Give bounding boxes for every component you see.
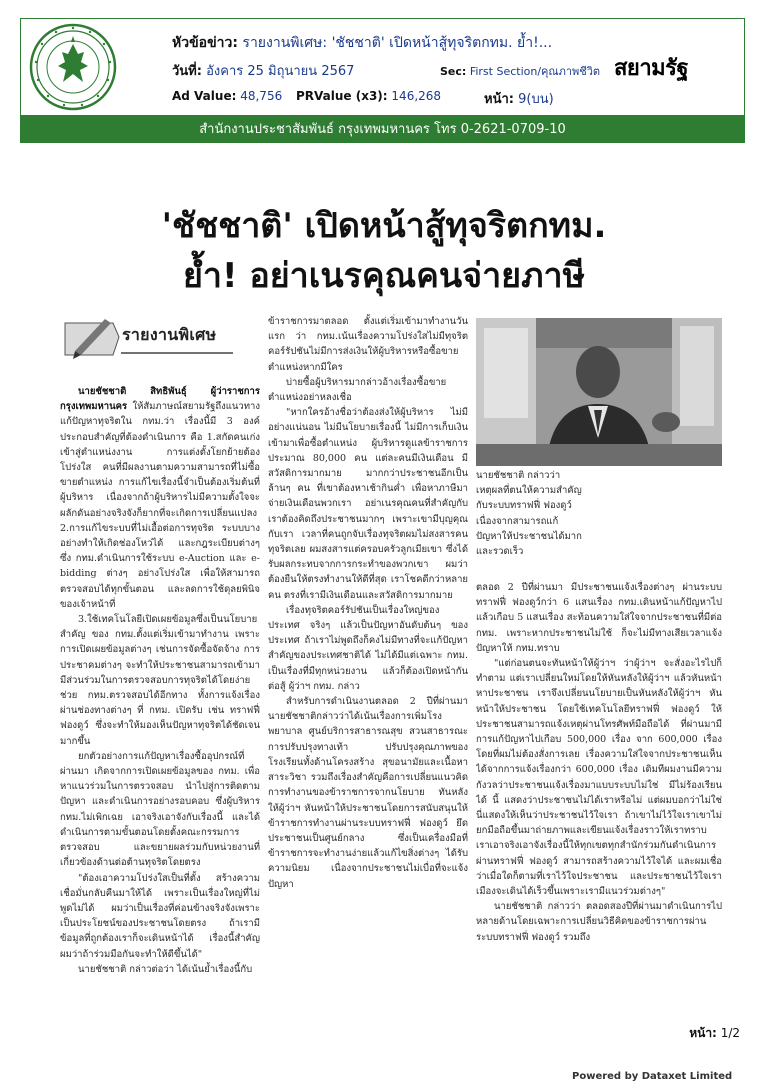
- ad-value-row: [172, 89, 282, 103]
- date-label: วันที่:: [172, 64, 202, 79]
- news-title-label: หัวข้อข่าว:: [172, 35, 238, 51]
- pr-value-label: PRValue (x3):: [296, 89, 388, 103]
- bangkok-seal-logo: [28, 22, 118, 112]
- news-title-value: รายงานพิเศษ: 'ชัชชาติ' เปิดหน้าสู้ทุจริตกทม. ย้ำ!...: [242, 35, 553, 51]
- page-number-value: 1/2: [720, 1026, 740, 1040]
- headline-line-1: 'ชัชชาติ' เปิดหน้าสู้ทุจริตกทม.: [161, 206, 607, 246]
- col1-lead-text: ให้สัมภาษณ์สยามรัฐถึงแนวทางแก้ปัญหาทุจริตใน กทม.ว่า เรื่องนี้มี 3 องค์ประกอบสำคัญที่ต้องดำเนินการ คือ 1.สกัดคนเก่งเข้าสู่ตำแหน่งงาน การแต่งตั้งโยกย้ายต้องโปร่งใส คนที่มีผลงานตามความสามารถที่ไม่ซื้อขายตำแหน่ง การแก้ไขเรื่องนี้จำเป็นต้องเริ่มต้นที่ผู้บริหาร เนื่องจากถ้าผู้บริหารไม่มีความตั้งใจจะผลักดันอย่างจริงจังก็ยากที่จะเกิดการเปลี่ยนแปลง 2.การแก้ไขระบบที่ไม่เอื้อต่อการทุจริต ระบบบางอย่างทำให้เกิดช่องโหว่ได้ และกฎระเบียบต่างๆ ซึ่ง กทม.ดำเนินการใช้ระบบ e-Auction และ e-bidding ต่างๆ อย่างโปร่งใส เพื่อให้สามารถตรวจสอบได้ทุกขั้นตอน และลดการใช้ดุลยพินิจของเจ้าหน้าที่: [60, 401, 260, 610]
- powered-by-footer: Powered by Dataxet Limited: [572, 1071, 733, 1082]
- col1-paragraph-1: [60, 384, 260, 612]
- news-title-row: [172, 32, 552, 54]
- col2-paragraph-4: เรื่องทุจริตคอร์รัปชันเป็นเรื่องใหญ่ของประเทศ จริงๆ แล้วเป็นปัญหาอันดับต้นๆ ของประเทศ ถ้าเราไม่พูดถึงก็คงไม่มีทางที่จะแก้ปัญหาสำคัญของประเทศชาติได้ ไม่ได้มีแต่เฉพาะ กทม. เป็นเรื่องที่มีทุกหน่วยงาน แล้วก็ต้องเปิดหน้ากันต่อสู้ ผู้ว่าฯ กทม. กล่าว: [268, 604, 468, 692]
- col2-paragraph-1: ข้าราชการมาตลอด ตั้งแต่เริ่มเข้ามาทำงานวันแรก ว่า กทม.เน้นเรื่องความโปร่งใสไม่มีทุจริตคอร์รัปชันไม่มีการส่งเงินให้ผู้บริหารหรือซื้อขายตำแหน่งหากมีใคร: [268, 316, 468, 373]
- section-label: Sec:: [440, 65, 467, 78]
- section-row: [440, 62, 600, 80]
- col1-lead-name: นายชัชชาติ สิทธิพันธุ์ ผู้ว่าราชการกรุงเทพมหานคร: [60, 386, 260, 413]
- col1-paragraph-5: นายชัชชาติ กล่าวต่อว่า ได้เน้นย้ำเรื่องนี้กับ: [78, 963, 253, 975]
- pr-value-row: [296, 89, 441, 103]
- date-row: [172, 60, 354, 81]
- page-row: [484, 88, 554, 109]
- office-contact-bar: สำนักงานประชาสัมพันธ์ กรุงเทพมหานคร โทร 0-2621-0709-10: [20, 116, 745, 143]
- ad-value-label: Ad Value:: [172, 89, 237, 103]
- chadchart-interview-photo: [476, 318, 722, 466]
- pr-value: 146,268: [391, 89, 442, 103]
- article-column-2: [268, 314, 468, 974]
- col1-paragraph-2: 3.ใช้เทคโนโลยีเปิดเผยข้อมูลซึ่งเป็นนโยบายสำคัญ ของ กทม.ตั้งแต่เริ่มเข้ามาทำงาน เพราะการเปิดเผยข้อมูลต่างๆ เช่นการจัดซื้อจัดจ้าง การประชาคมต่างๆ จะทำให้ประชาชนสามารถเข้ามามีส่วนร่วมในการตรวจสอบการทุจริตได้โดยง่าย ช่วย กทม.ตรวจสอบได้อีกทาง ทั้งการแจ้งเรื่องผ่านช่องทางต่างๆ ที่ กทม. เปิดรับ เช่น ทราฟฟี่ ฟองดูว์ ซึ่งจะทำให้มองเห็นปัญหาทุจริตได้ชัดเจนมากขึ้น: [60, 614, 260, 747]
- col3-paragraph-2: "แต่ก่อนตนจะทันหน้าให้ผู้ว่าฯ ว่าผู้ว่าฯ จะสั่งอะไรไปก็ทำตาม แต่เราเปลี่ยนใหม่โดยให้หันหลังให้ผู้ว่าฯ แล้วหันหน้าหาประชาชน เราจึงเปลี่ยนนโยบายเป็นหันหลังให้ผู้ว่าฯ หันหน้าให้ประชาชน โดยใช้เทคโนโลยีทราฟฟี่ ฟองดูว์ ให้ประชาชนสามารถแจ้งเหตุผ่านโทรศัพท์มือถือได้ ที่ผ่านมามีการแก้ปัญหาไปเกือบ 500,000 เรื่อง จาก 600,000 เรื่อง โดยที่ผมไม่ต้องสั่งการเลย เรื่องความใส่ใจจากประชาชนเห็นได้จากการแจ้งเรื่องกว่า 600,000 เรื่อง เดิมทีผมงานมีความกังวลว่าประชาชนแจ้งเรื่องมาแบบระบบไม่ใช่ มีไม่ร้องเรียนได้ นี้ แสดงว่าประชาชนไม่ได้เราหรือไม่ แต่ผมบอกว่าไม่ใช่ นี่แสดงให้เห็นว่าประชาชนไว้ใจเรา ถ้าเขาไม่ไว้ใจเราเขาไม่ยกมือถือขึ้นมาถ่ายภาพและเขียนแจ้งเรื่องราวให้เราทราบ เราเอาจริงเอาจังเรื่องนี้ให้ทุกเขตทุกสำนักร่วมกันดำเนินการผ่านทราฟฟี่ ฟองดูว์ สามารถสร้างความไว้ใจได้ และผมเชื่อว่าเมื่อใดก็ตามที่เราไว้ใจประชาชน และประชาชนไว้ใจเรา เมืองจะเดินได้เร็วขึ้นเพราะเรามีแนวร่วมต่างๆ": [476, 658, 722, 898]
- page-number-label: หน้า:: [689, 1026, 717, 1040]
- photo-caption: นายชัชชาติ กล่าวว่า เหตุผลที่ตนให้ความสำคัญกับระบบทราฟฟี่ ฟองดูว์เนื่องจากสามารถแก้ปัญหาให้ประชาชนได้มาก และรวดเร็ว: [476, 470, 582, 558]
- col2-paragraph-2: บ่ายซื้อผู้บริหารมากล่าวอ้างเรื่องซื้อขายตำแหน่งอย่าหลงเชื่อ: [268, 376, 447, 404]
- article-column-1: [60, 384, 260, 1022]
- ad-value: 48,756: [240, 89, 283, 103]
- col3-paragraph-1: ตลอด 2 ปีที่ผ่านมา มีประชาชนแจ้งเรื่องต่างๆ ผ่านระบบทราฟฟี่ ฟองดูว์กว่า 6 แสนเรื่อง กทม.เดินหน้าแก้ปัญหาไปแล้วเกือบ 5 แสนเรื่อง สะท้อนความใส่ใจจากประชาชนที่มีต่อกทม. เพราะหากประชาชนไม่ใช้ ก็จะไม่มีทางเสียเวลาแจ้งปัญหาให้ กทม.ทราบ: [476, 582, 722, 654]
- col1-paragraph-3: ยกตัวอย่างการแก้ปัญหาเรื่องซื้ออุปกรณ์ที่ผ่านมา เกิดจากการเปิดเผยข้อมูลของ กทม. เพื่อหาแนวร่วมในการตรวจสอบ นำไปสู่การติดตามปัญหา และดำเนินการอย่างรอบคอบ ซึ่งผู้บริหาร กทม.ไม่เพิกเฉย เอาจริงเอาจังกับเรื่องนี้ และได้ดำเนินการตามขั้นตอนโดยตั้งคณะกรรมการตรวจสอบ และขยายผลร่วมกับหน่วยงานที่เกี่ยวข้องด้านต่อต้านทุจริตโดยตรง: [60, 750, 260, 869]
- col2-paragraph-5: สำหรับการดำเนินงานตลอด 2 ปีที่ผ่านมา นายชัชชาติกล่าวว่าได้เน้นเรื่องการเพิ่มโรงพยาบาล ศูนย์บริการสาธารณสุข สวนสาธารณะ การปรับปรุงทางเท้า ปรับปรุงคุณภาพของโรงเรียนทั้งด้านโครงสร้าง สุขอนามัยและเนื้อหาสาระวิชา รวมถึงเรื่องสำคัญคือการเปลี่ยนแนวคิดการทำงานของข้าราชการจากนโยบาย ทันหลังให้ผู้ว่าฯ หันหน้าให้ประชาชนโดยการสนับสนุนให้ข้าราชการทำงานผ่านระบบทราฟฟี่ ฟองดูว์ ยึดประชาชนเป็นศูนย์กลาง ซึ่งเป็นเครื่องมือที่ข้าราชการจะทำงานง่ายแล้วแก้ไขสิ่งต่างๆ ได้รับความนิยม เนื่องจากประชาชนไม่เบื่อที่จะแจ้งปัญหา: [268, 696, 468, 890]
- publication-brand: สยามรัฐ: [614, 56, 689, 81]
- page-label: หน้า:: [484, 92, 514, 107]
- date-value: อังคาร 25 มิถุนายน 2567: [206, 64, 355, 79]
- section-value: First Section/คุณภาพชีวิต: [469, 65, 601, 78]
- page-number: [689, 1024, 740, 1043]
- article-column-3: [476, 580, 722, 1030]
- headline-line-2: ย้ำ! อย่าเนรคุณคนจ่ายภาษี: [182, 256, 586, 296]
- col3-paragraph-3: นายชัชชาติ กล่าวว่า ตลอดสองปีที่ผ่านมาดำเนินการไปหลายด้านโดยเฉพาะการเปลี่ยนวิธีคิดของข้าราชการผ่านระบบทราฟฟี่ ฟองดูว์ รวมถึง: [476, 901, 722, 943]
- page-value: 9(บน): [518, 92, 554, 107]
- col2-paragraph-3: "หากใครอ้างชื่อว่าต้องส่งให้ผู้บริหาร ไม่มีอย่างแน่นอน ไม่มีนโยบายเรื่องนี้ ไม่มีการเก็บเงินเข้ามาเพื่อซื้อตำแหน่ง ผู้บริหารดูแลข้าราชการประมาณ 80,000 คน แต่ละคนมีเงินเดือน มีสวัสดิการมากมาย มากกว่าประชาชนอีกเป็นล้านๆ คน ที่เขาต้องหาเช้ากินค่ำ เพื่อหาภาษีมาจ่ายเงินเดือนพวกเรา อย่าเนรคุณคนที่สำคัญกับเราต้องคิดถึงประชาชนมากๆ เพราะเขามีบุญคุณกับเรา เวลาที่คนถูกจับเรื่องทุจริตผมไม่สงสารคนทุจริตเลย ผมสงสารแต่ครอบครัวลูกเมียเขา ซึ่งได้รับผลกระทบจากการกระทำของพวกเขา ผมว่าต้องยืนให้ตรงทำงานให้ดีที่สุด เราโชคดีกว่าหลายคน ตรงที่เรามีเงินเดือนและสวัสดิการมากมาย: [268, 407, 468, 601]
- col1-paragraph-4: "ต้องเอาความโปร่งใสเป็นที่ตั้ง สร้างความเชื่อมั่นกลับคืนมาให้ได้ เพราะเป็นเรื่องใหญ่ที่ไม่พูดไม่ได้ ผมว่าเป็นเรื่องที่ค่อนข้างจริงจังเพราะเป็นประโยชน์ของประชาชนโดยตรง ถ้าเรามีข้อมูลที่ถูกต้องเราก็จะเดินหน้าได้ เรื่องนี้สำคัญ ผมว่าถ้าร่วมมือกันจะทำให้ดีขึ้นได้": [60, 872, 260, 960]
- special-report-label: รายงานพิเศษ: [122, 325, 217, 344]
